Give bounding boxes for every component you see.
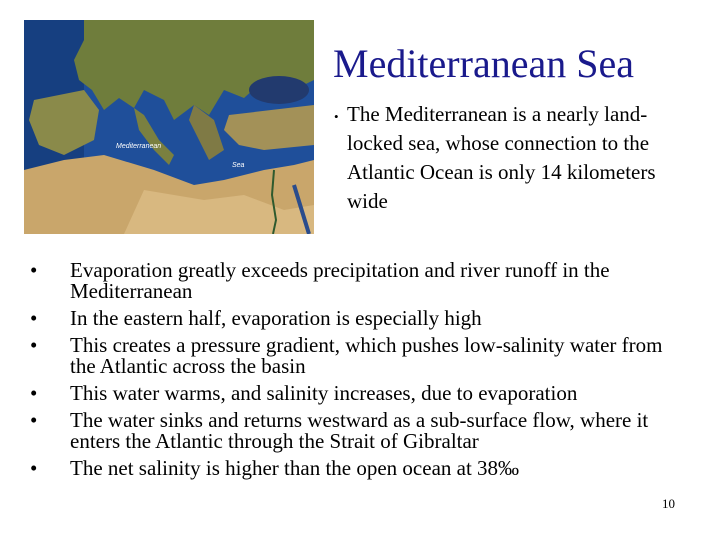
bullet-dot: •: [30, 408, 38, 432]
bullet-text: The water sinks and returns westward as a sub-surface flow, where it enters the Atlantic through the Strait of Gibraltar: [70, 408, 649, 453]
bullet-item: [30, 458, 680, 479]
bullet-dot: •: [30, 381, 38, 405]
intro-text: [334, 100, 687, 216]
bullet-dot: •: [30, 258, 38, 282]
bullet-text: In the eastern half, evaporation is especially high: [70, 306, 482, 330]
intro-text-content: The Mediterranean is a nearly land-locked sea, whose connection to the Atlantic Ocean is only 14 kilometers wide: [347, 102, 656, 213]
bullet-text: The net salinity is higher than the open ocean at 38‰: [70, 456, 520, 480]
bullet-text: This water warms, and salinity increases, due to evaporation: [70, 381, 578, 405]
sea-label: Mediterranean: [116, 143, 162, 150]
intro-bullet: •: [334, 109, 339, 124]
bullet-text: Evaporation greatly exceeds precipitation and river runoff in the Mediterranean: [70, 258, 610, 303]
bullet-item: [30, 308, 680, 329]
bullet-item: [30, 260, 680, 302]
bullet-item: [30, 383, 680, 404]
sea-label-2: Sea: [232, 162, 245, 169]
page-number: 10: [662, 496, 675, 511]
bullet-item: [30, 335, 680, 377]
slide-title: Mediterranean Sea: [333, 41, 634, 86]
bullet-item: [30, 410, 680, 452]
bullet-dot: •: [30, 306, 38, 330]
bullet-text: This creates a pressure gradient, which pushes low-salinity water from the Atlantic across the basin: [70, 333, 663, 378]
bullet-dot: •: [30, 456, 38, 480]
mediterranean-satellite-map: [24, 20, 314, 234]
bullet-dot: •: [30, 333, 38, 357]
bullet-list: [30, 260, 680, 485]
